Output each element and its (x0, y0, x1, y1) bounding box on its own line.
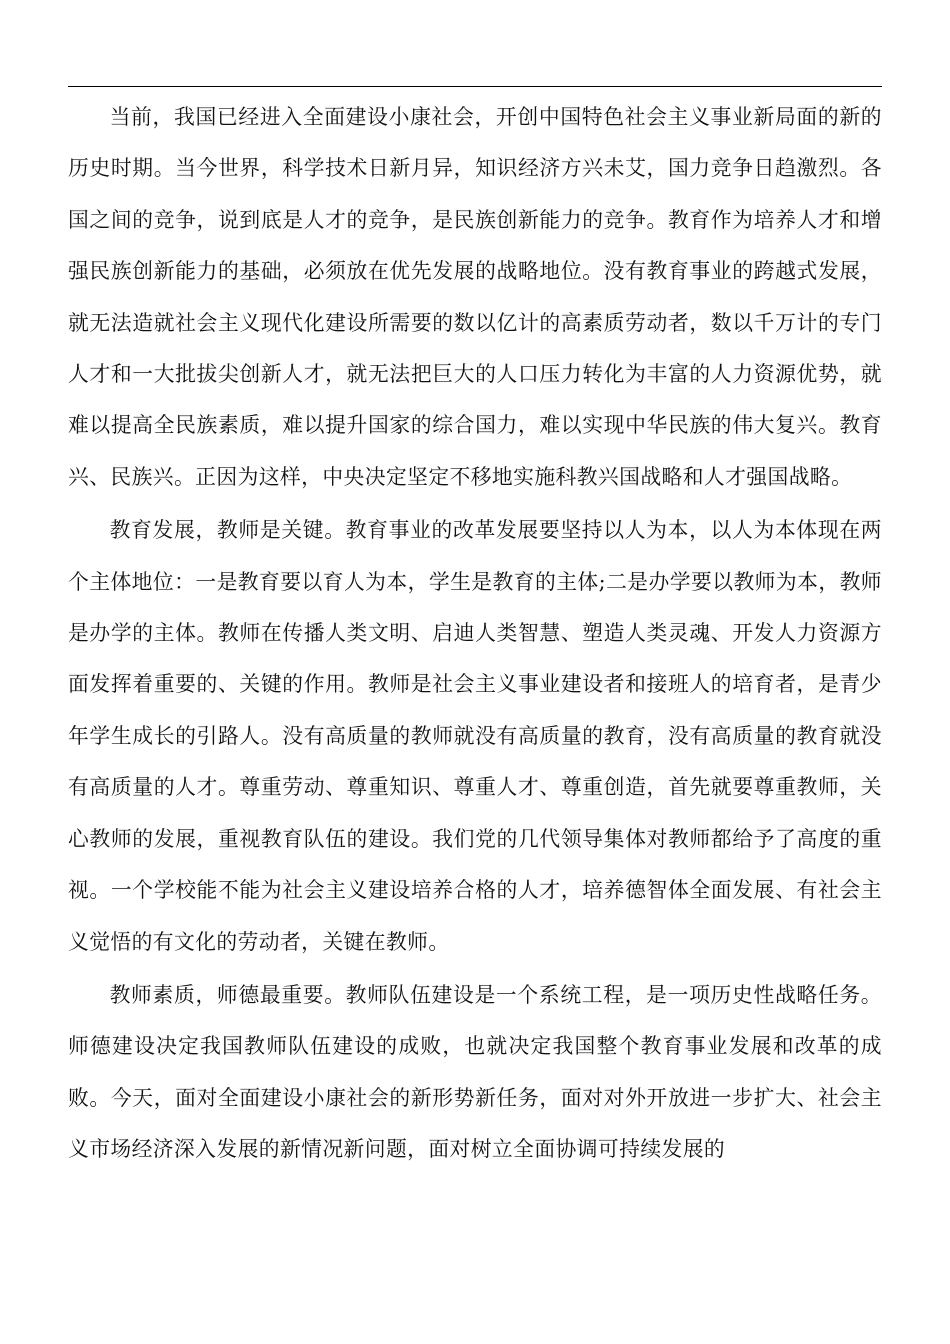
paragraph-3: 教师素质，师德最重要。教师队伍建设是一个系统工程，是一项历史性战略任务。师德建设决定我国教师队伍建设的成败，也就决定我国整个教育事业发展和改革的成败。今天，面对全面建设小康社会的新形势新任务，面对对外开放进一步扩大、社会主义市场经济深入发展的新情况新问题，面对树立全面协调可持续发展的 (68, 982, 882, 1162)
paragraph-1: 当前，我国已经进入全面建设小康社会，开创中国特色社会主义事业新局面的新的历史时期。当今世界，科学技术日新月异，知识经济方兴未艾，国力竞争日趋激烈。各国之间的竞争，说到底是人才的竞争，是民族创新能力的竞争。教育作为培养人才和增强民族创新能力的基础，必须放在优先发展的战略地位。没有教育事业的跨越式发展，就无法造就社会主义现代化建设所需要的数以亿计的高素质劳动者，数以千万计的专门人才和一大批拔尖创新人才，就无法把巨大的人口压力转化为丰富的人力资源优势，就难以提高全民族素质，难以提升国家的综合国力，难以实现中华民族的伟大复兴。教育兴、民族兴。正因为这样，中央决定坚定不移地实施科教兴国战略和人才强国战略。 (68, 105, 882, 489)
header-rule (68, 86, 882, 87)
document-body (68, 92, 882, 1178)
paragraph-2: 教育发展，教师是关键。教育事业的改革发展要坚持以人为本，以人为本体现在两个主体地位：一是教育要以育人为本，学生是教育的主体;二是办学要以教师为本，教师是办学的主体。教师在传播人类文明、启迪人类智慧、塑造人类灵魂、开发人力资源方面发挥着重要的、关键的作用。教师是社会主义事业建设者和接班人的培育者，是青少年学生成长的引路人。没有高质量的教师就没有高质量的教育，没有高质量的教育就没有高质量的人才。尊重劳动、尊重知识、尊重人才、尊重创造，首先就要尊重教师，关心教师的发展，重视教育队伍的建设。我们党的几代领导集体对教师都给予了高度的重视。一个学校能不能为社会主义建设培养合格的人才，培养德智体全面发展、有社会主义觉悟的有文化的劳动者，关键在教师。 (68, 518, 882, 954)
